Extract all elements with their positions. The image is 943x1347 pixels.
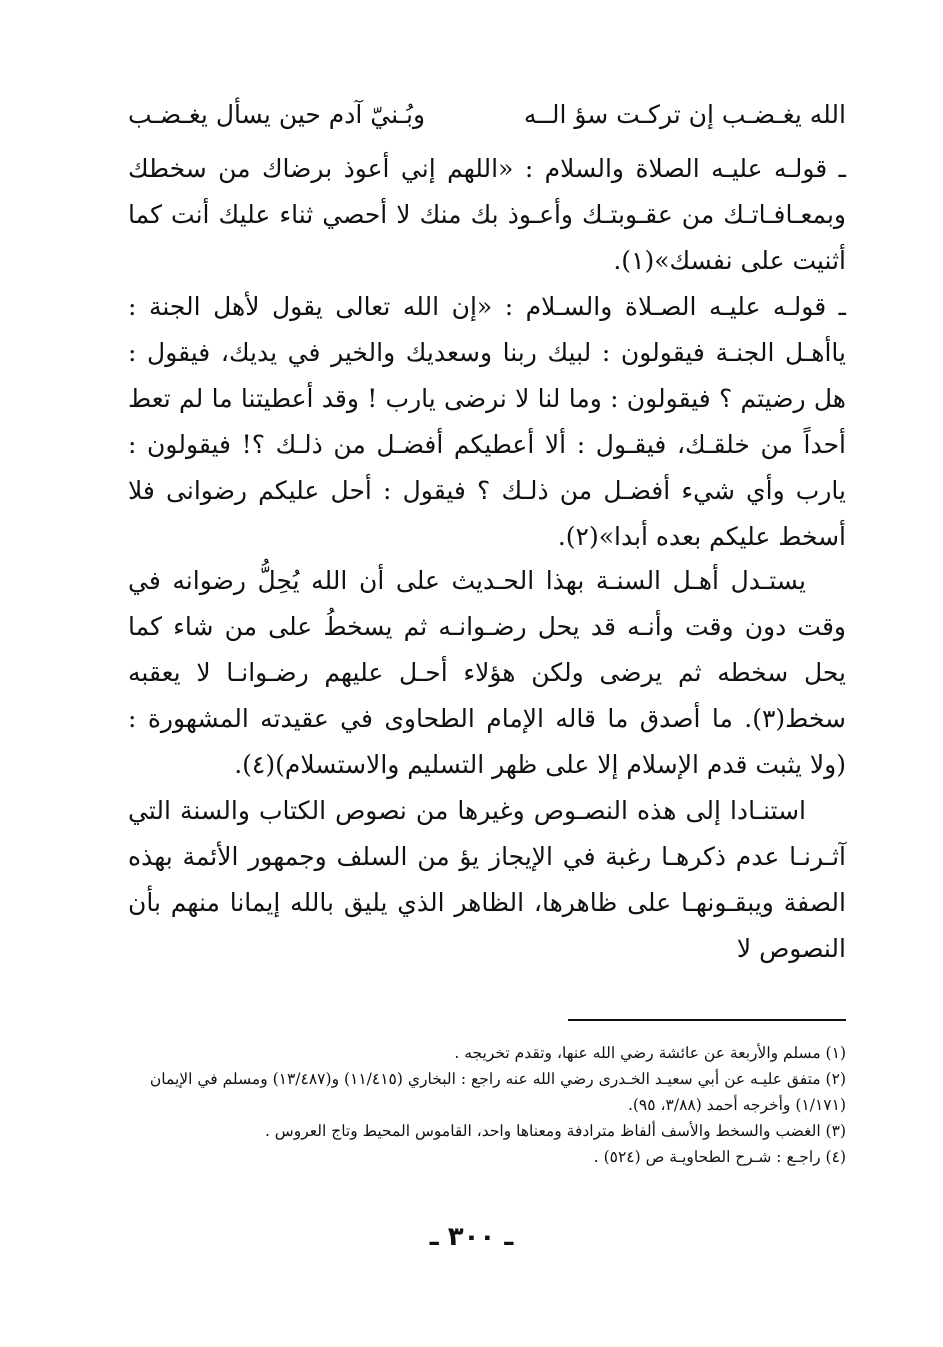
footnotes-list <box>128 1040 846 1170</box>
footnote-divider <box>568 1019 846 1021</box>
footnote-item: (٣) الغضب والسخط والأسف ألفاظ مترادفة ومعناها واحد، القاموس المحيط وتاج العروس . <box>264 1122 846 1140</box>
paragraph-commentary: يستـدل أهـل السنـة بهذا الحـديث على أن الله يُحِلُّ رضوانه في وقت دون وقت وأنـه قد يحل رضـوانـه ثم يسخطُ على من شاء كما يحل سخطه ثم يرضى ولكن هؤلاء أحـل عليهم رضـوانـا لا يعقبه سخط(٣). ما أصدق ما قاله الإمام الطحاوى في عقيدته المشهورة : (ولا يثبت قدم الإسلام إلا على ظهر التسليم والاستسلام)(٤). <box>128 566 846 779</box>
paragraph-hadith-2: ـ قولـه عليـه الصـلاة والسـلام : «إن الله تعالى يقول لأهل الجنة : ياأهـل الجنـة فيقولون : لبيك ربنا وسعديك والخير في يديك، فيقول : هل رضيتم ؟ فيقولون : وما لنا لا نرضى يارب ! وقد أعطيتنا ما لم تعط أحداً من خلقـك، فيقـول : ألا أعطيكم أفضـل من ذلـك ؟! فيقولون : يارب وأي شيء أفضـل من ذلـك ؟ فيقول : أحل عليكم رضوانى فلا أسخط عليكم بعده أبدا»(٢). <box>128 292 846 551</box>
paragraph-hadith-1: ـ قولـه عليـه الصلاة والسلام : «اللهم إني أعوذ برضاك من سخطك وبمعـافـاتـك من عقـوبتـك وأعـوذ بك منك لا أحصي ثناء عليك أنت كما أثنيت على نفسك»(١). <box>128 154 846 275</box>
paragraph-conclusion: استنـادا إلى هذه النصـوص وغيرها من نصوص الكتاب والسنة التي آثـرنـا عدم ذكرهـا رغبة في الإيجاز يؤ من السلف وجمهور الأئمة بهذه الصفة ويبقـونهـا على ظاهرها، الظاهر الذي يليق بالله إيمانا منهم بأن النصوص لا <box>128 796 846 963</box>
verse-right-hemistich: الله يغـضـب إن تركـت سؤ الــه <box>523 100 846 129</box>
verse-left-hemistich: وبُـنيّ آدم حين يسأل يغـضـب <box>128 100 426 129</box>
poetry-verse <box>128 92 846 138</box>
footnote-item: (٤) راجـع : شـرح الطحاويـة ص (٥٢٤) . <box>593 1148 846 1166</box>
footnote-item: (٢) متفق عليـه عن أبي سعيـد الخـدرى رضي الله عنه راجع : البخاري (١١/٤١٥) و(١٣/٤٨٧) ومسلم في الإيمان (١/١٧١) وأخرجه أحمد (٣/٨٨، ٩٥). <box>149 1070 846 1114</box>
page-number: ـ ٣٠٠ ـ <box>429 1222 514 1252</box>
footnote-item: (١) مسلم والأربعة عن عائشة رضي الله عنها، وتقدم تخريجه . <box>454 1044 846 1062</box>
